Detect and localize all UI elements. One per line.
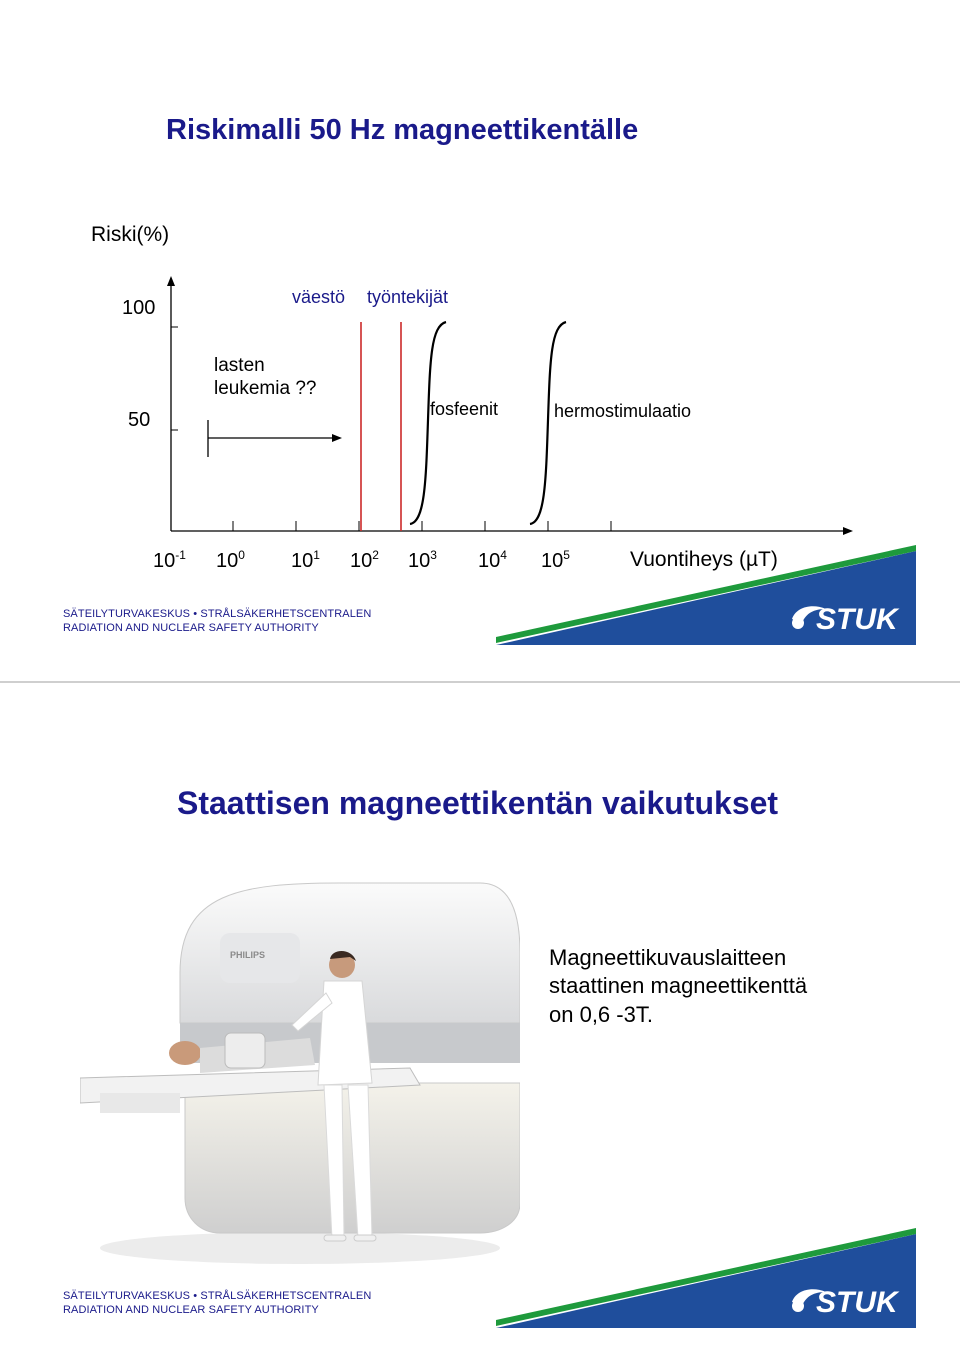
floor-shadow [100,1232,500,1264]
slide-title: Riskimalli 50 Hz magneettikentälle [166,114,639,146]
stimulation-curve [530,322,566,524]
x-tick-label: $10^2$ [350,548,379,572]
brand-label: PHILIPS [230,950,266,960]
y-axis-arrow [167,276,175,286]
slide-static-field [0,683,960,1367]
y-tick-label-50: 50 [128,409,151,431]
table-support [100,1093,180,1113]
y-tick-label-100: 100 [122,297,156,319]
y-axis-label: Riski(%) [91,223,170,246]
phosphene-curve [410,322,446,524]
phosphenes-label: fosfeenit [430,399,499,419]
footer-line2: RADIATION AND NUCLEAR SAFETY AUTHORITY [63,1304,319,1316]
x-tick-label: $10^3$ [408,548,437,572]
stuk-logo [496,545,916,645]
note-line2: staattinen magneettikenttä [549,973,808,998]
x-tick-label: $10^4$ [478,548,507,572]
footer-line2: RADIATION AND NUCLEAR SAFETY AUTHORITY [63,622,319,634]
x-tick-label: $10^0$ [216,548,245,572]
x-tick-label: $10^5$ [541,548,570,572]
patient-head [169,1041,201,1065]
x-axis-label: Vuontiheys (µT) [630,548,778,571]
mri-scanner-photo [80,853,520,1273]
stimulation-label: hermostimulaatio [554,401,692,421]
head-coil [225,1033,265,1068]
x-tick-marks [233,521,611,531]
nurse-shoe [324,1235,346,1241]
nurse-shoe [354,1235,376,1241]
x-tick-label: $10^1$ [291,548,320,572]
logo-text: STUK [816,603,898,636]
leukemia-label-line1: lasten [214,355,265,376]
stuk-logo [496,1228,916,1328]
logo-dot-icon [792,1300,804,1312]
logo-dot-icon [792,617,804,629]
population-label: väestö [292,287,346,307]
slide-risk-model [0,0,960,680]
note-line3: on 0,6 -3T. [549,1002,653,1027]
slide-title: Staattisen magneettikentän vaikutukset [177,785,779,821]
footer-line1: SÄTEILYTURVAKESKUS • STRÅLSÄKERHETSCENTRALEN [63,1290,372,1302]
leukemia-arrow-head [332,434,342,442]
workers-label: työntekijät [367,287,449,307]
note-line1: Magneettikuvauslaitteen [549,945,787,970]
logo-text: STUK [816,1286,898,1319]
footer-line1: SÄTEILYTURVAKESKUS • STRÅLSÄKERHETSCENTRALEN [63,608,372,620]
x-tick-label: $10^{-1}$ [153,548,186,572]
x-axis-arrow [843,527,853,535]
leukemia-label-line2: leukemia ?? [214,378,317,399]
